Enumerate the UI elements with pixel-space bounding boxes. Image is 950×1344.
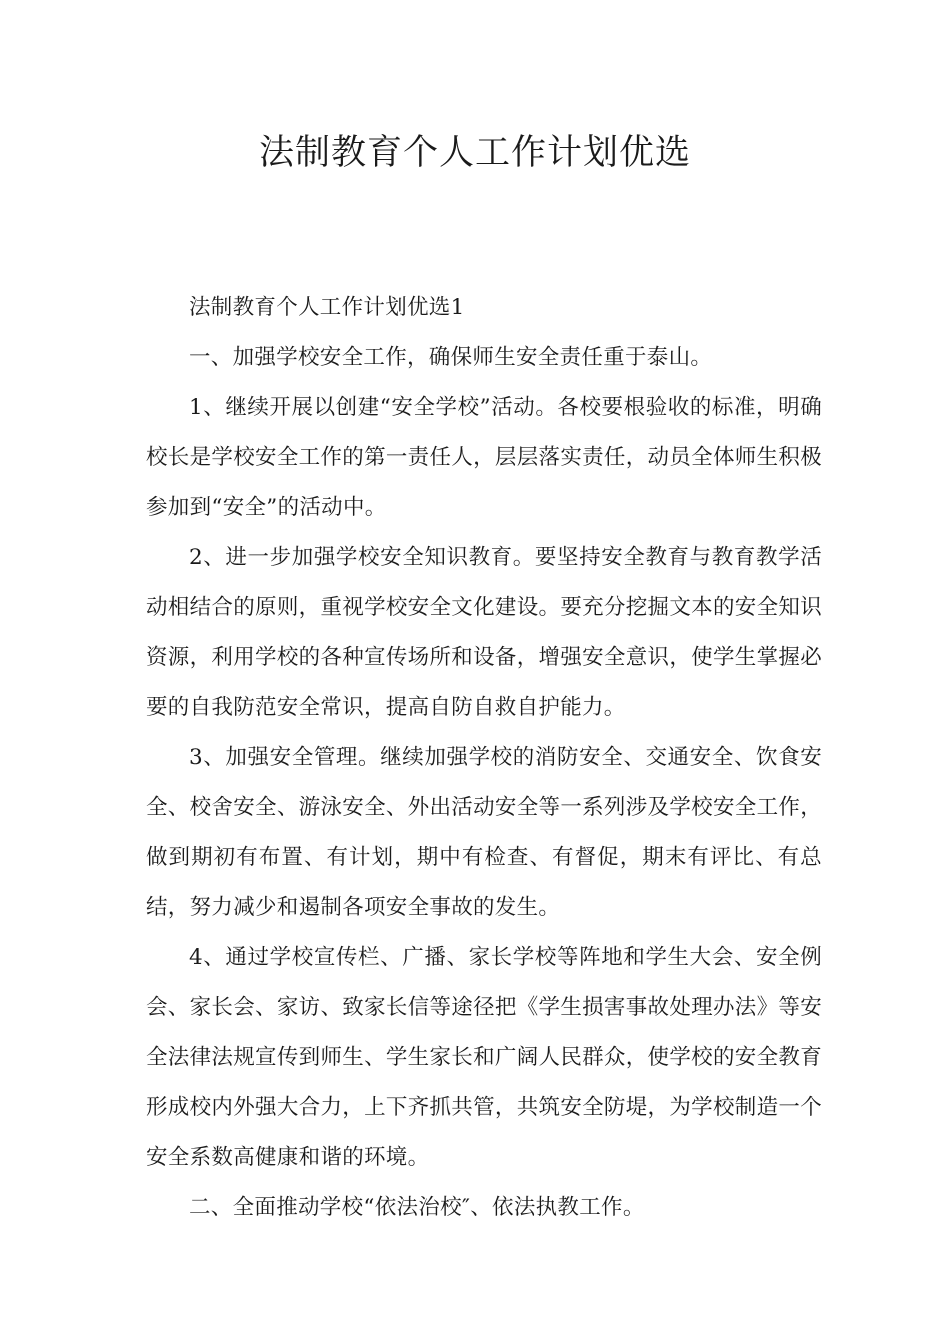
paragraph-section-2-heading: 二、全面推动学校“依法治校″、依法执教工作。 (189, 1195, 645, 1220)
document-body (146, 283, 822, 1233)
paragraph-subtitle: 法制教育个人工作计划优选1 (189, 295, 465, 320)
document-title: 法制教育个人工作计划优选 (258, 133, 691, 173)
paragraph-item-2: 2、进一步加强学校安全知识教育。要坚持安全教育与教育教学活动相结合的原则，重视学校安全文化建设。要充分挖掘文本的安全知识资源，利用学校的各种宣传场所和设备，增强安全意识，使学生掌握必要的自我防范安全常识，提高自防自救自护能力。 (146, 545, 822, 720)
paragraph-item-3: 3、加强安全管理。继续加强学校的消防安全、交通安全、饮食安全、校舍安全、游泳安全、外出活动安全等一系列涉及学校安全工作，做到期初有布置、有计划，期中有检查、有督促，期末有评比、有总结，努力减少和遏制各项安全事故的发生。 (146, 745, 822, 920)
paragraph-item-1: 1、继续开展以创建“安全学校”活动。各校要根验收的标准，明确校长是学校安全工作的第一责任人，层层落实责任，动员全体师生积极参加到“安全”的活动中。 (146, 395, 822, 520)
paragraph-item-4: 4、通过学校宣传栏、广播、家长学校等阵地和学生大会、安全例会、家长会、家访、致家长信等途径把《学生损害事故处理办法》等安全法律法规宣传到师生、学生家长和广阔人民群众，使学校的安全教育形成校内外强大合力，上下齐抓共管，共筑安全防堤，为学校制造一个安全系数高健康和谐的环境。 (146, 945, 822, 1170)
paragraph-section-1-heading: 一、加强学校安全工作，确保师生安全责任重于泰山。 (189, 345, 713, 370)
